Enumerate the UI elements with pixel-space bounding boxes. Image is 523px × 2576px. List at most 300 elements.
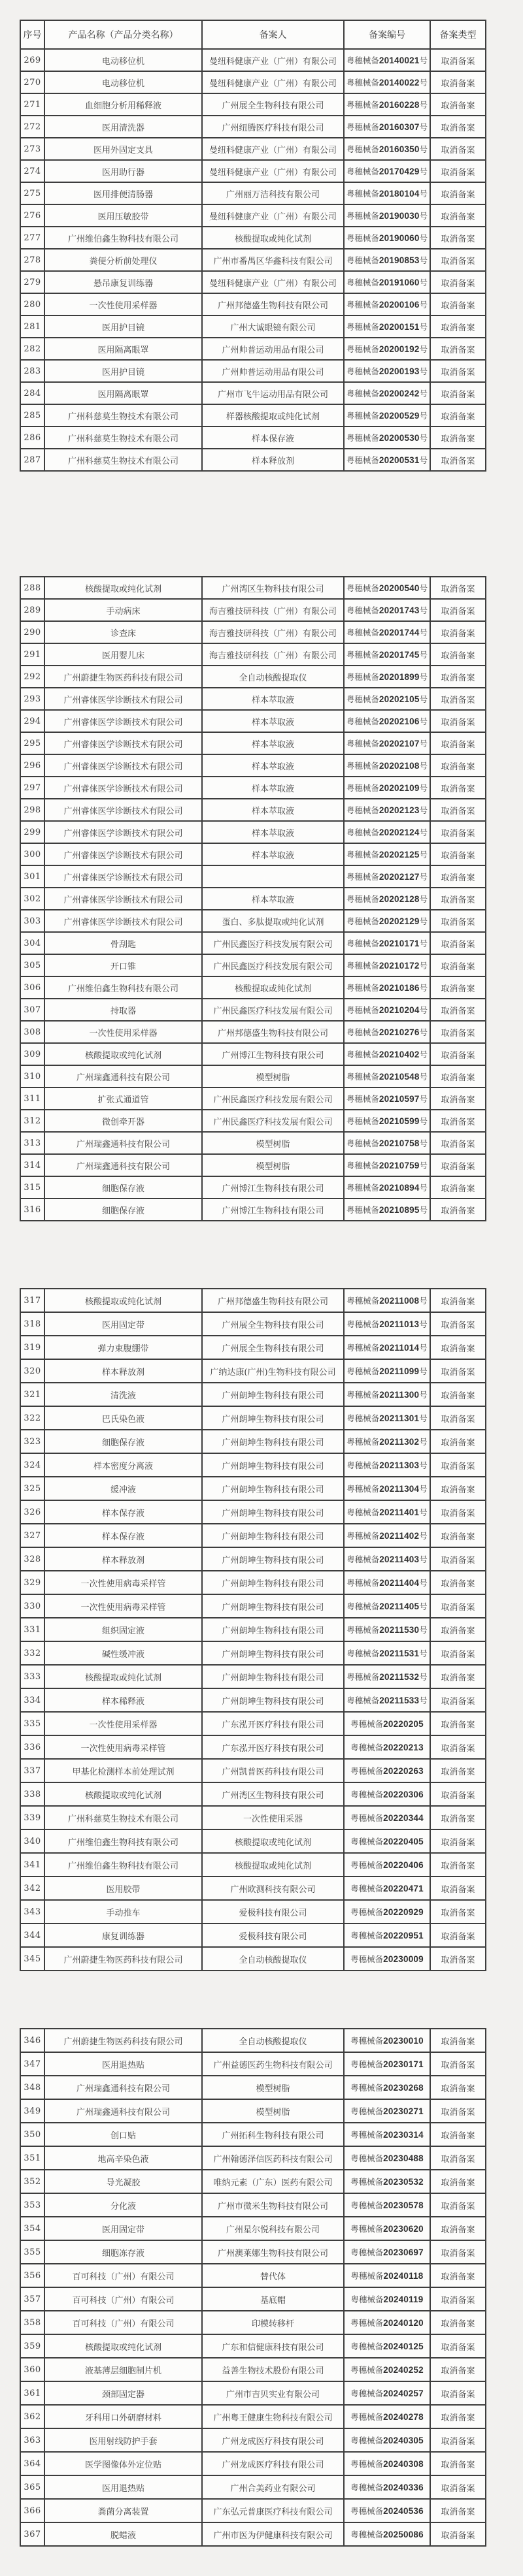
registration-number-prefix: 粤穗械备 bbox=[346, 1437, 380, 1447]
product-name-cell: 广州蔚捷生物医药科技有限公司 bbox=[44, 666, 202, 688]
registrant-cell: 广州湾区生物科技有限公司 bbox=[202, 577, 344, 599]
registrant-cell: 样本萃取液 bbox=[202, 732, 344, 754]
registration-number-cell bbox=[344, 2311, 430, 2334]
registration-type-cell: 取消备案 bbox=[430, 360, 486, 382]
registration-number-digits: 20211401 bbox=[379, 1507, 420, 1517]
registration-type-cell: 取消备案 bbox=[430, 1021, 486, 1043]
registration-number-cell bbox=[344, 315, 430, 338]
registration-type-cell: 取消备案 bbox=[430, 1759, 486, 1782]
registration-number-cell bbox=[344, 2499, 430, 2522]
registration-number-digits: 20230009 bbox=[383, 1954, 424, 1964]
registration-number-cell bbox=[344, 1594, 430, 1618]
registration-number-cell bbox=[344, 710, 430, 732]
registrant-cell: 蛋白、多肽提取或纯化试剂 bbox=[202, 910, 344, 932]
serial-cell: 272 bbox=[20, 116, 44, 138]
registrant-cell: 广纳达康(广州)生物科技有限公司 bbox=[202, 1359, 344, 1383]
registration-number-cell bbox=[344, 404, 430, 427]
registration-type-cell: 取消备案 bbox=[430, 954, 486, 976]
product-name-cell: 碱性缓冲液 bbox=[44, 1641, 202, 1665]
registrant-cell: 广州朗坤生物科技有限公司 bbox=[202, 1665, 344, 1688]
registration-number-suffix: 号 bbox=[419, 1554, 428, 1564]
registration-type-cell: 取消备案 bbox=[430, 1618, 486, 1641]
table-row bbox=[20, 1176, 486, 1199]
product-name-cell: 粪便分析前处理仪 bbox=[44, 249, 202, 271]
registration-number-digits: 20240336 bbox=[383, 2483, 424, 2492]
product-name-cell: 一次性使用病毒采样管 bbox=[44, 1594, 202, 1618]
registration-number-cell bbox=[344, 293, 430, 315]
registration-type-cell: 取消备案 bbox=[430, 1453, 486, 1477]
registration-number-cell bbox=[344, 1665, 430, 1688]
registration-number-prefix: 粤穗械备 bbox=[350, 2224, 384, 2234]
serial-cell: 309 bbox=[20, 1043, 44, 1065]
registration-number-prefix: 粤穗械备 bbox=[346, 1072, 379, 1082]
product-name-cell: 细胞冻存液 bbox=[44, 2240, 202, 2264]
registration-number-cell bbox=[344, 577, 430, 599]
registration-number-cell bbox=[344, 999, 430, 1021]
table-row bbox=[20, 1359, 486, 1383]
product-name-cell: 缓冲液 bbox=[44, 1477, 202, 1500]
registration-number-digits: 20220306 bbox=[383, 1790, 424, 1799]
registration-type-cell: 取消备案 bbox=[430, 1477, 486, 1500]
serial-cell: 349 bbox=[20, 2099, 44, 2123]
table-row bbox=[20, 910, 486, 932]
serial-cell: 296 bbox=[20, 754, 44, 777]
table-row bbox=[20, 821, 486, 843]
registration-number-digits: 20210402 bbox=[379, 1050, 420, 1059]
table-row bbox=[20, 1087, 486, 1110]
registration-number-cell bbox=[344, 865, 430, 888]
registration-type-cell: 取消备案 bbox=[430, 1336, 486, 1359]
registration-number-prefix: 粤穗械备 bbox=[346, 828, 379, 837]
registration-number-suffix: 号 bbox=[419, 278, 428, 287]
registration-number-suffix: 号 bbox=[419, 455, 428, 465]
product-name-cell: 广州睿俫医学诊断技术有限公司 bbox=[44, 799, 202, 821]
registrant-cell: 样本释放剂 bbox=[202, 449, 344, 471]
product-name-cell: 开口锥 bbox=[44, 954, 202, 976]
product-name-cell: 样本保存液 bbox=[44, 1524, 202, 1547]
registration-number-digits: 20202106 bbox=[379, 716, 420, 726]
registration-number-prefix: 粤穗械备 bbox=[346, 255, 379, 265]
product-name-cell: 广州睿俫医学诊断技术有限公司 bbox=[44, 732, 202, 754]
table-row bbox=[20, 271, 486, 293]
serial-cell: 311 bbox=[20, 1087, 44, 1110]
registration-type-cell: 取消备案 bbox=[430, 227, 486, 249]
table-row bbox=[20, 1688, 486, 1712]
registration-number-prefix: 粤穗械备 bbox=[346, 805, 379, 815]
product-name-cell: 广州睿俫医学诊断技术有限公司 bbox=[44, 754, 202, 777]
registration-number-prefix: 粤穗械备 bbox=[350, 2389, 384, 2398]
registration-number-cell bbox=[344, 1289, 430, 1312]
registration-number-cell bbox=[344, 1618, 430, 1641]
registration-number-digits: 20210758 bbox=[379, 1138, 420, 1148]
registration-number-cell bbox=[344, 138, 430, 160]
registrant-cell: 广州纽腾医疗科技有限公司 bbox=[202, 116, 344, 138]
registration-number-prefix: 粤穗械备 bbox=[346, 1602, 380, 1611]
table-row bbox=[20, 888, 486, 910]
registration-number-cell bbox=[344, 427, 430, 449]
serial-cell: 291 bbox=[20, 643, 44, 666]
registration-number-suffix: 号 bbox=[419, 122, 428, 132]
registration-number-cell bbox=[344, 449, 430, 471]
registration-number-prefix: 粤穗械备 bbox=[350, 1954, 384, 1964]
registration-type-cell: 取消备案 bbox=[430, 1383, 486, 1406]
registration-number-prefix: 粤穗械备 bbox=[350, 2106, 384, 2116]
registrant-cell: 唯纳元素（广东）医药有限公司 bbox=[202, 2170, 344, 2193]
registration-number-digits: 20240536 bbox=[383, 2506, 424, 2516]
serial-cell: 366 bbox=[20, 2499, 44, 2522]
registration-number-suffix: 号 bbox=[419, 1578, 428, 1588]
registration-number-prefix: 粤穗械备 bbox=[346, 189, 379, 199]
serial-cell: 360 bbox=[20, 2358, 44, 2381]
registrant-cell: 广州朗坤生物科技有限公司 bbox=[202, 1641, 344, 1665]
registration-number-suffix: 号 bbox=[419, 1602, 428, 1611]
records-table bbox=[20, 1288, 486, 1971]
registration-type-cell: 取消备案 bbox=[430, 2193, 486, 2217]
registration-number-digits: 20230532 bbox=[383, 2177, 424, 2187]
registration-number-cell bbox=[344, 249, 430, 271]
registration-number-suffix: 号 bbox=[419, 1343, 428, 1353]
table-row bbox=[20, 2099, 486, 2123]
registration-number-prefix: 粤穗械备 bbox=[350, 2436, 384, 2445]
registrant-cell: 核酸提取或纯化试剂 bbox=[202, 1853, 344, 1876]
registration-number-suffix: 号 bbox=[419, 389, 428, 398]
registration-number-suffix: 号 bbox=[419, 1531, 428, 1541]
registration-number-digits: 20190030 bbox=[379, 211, 420, 221]
serial-cell: 269 bbox=[20, 49, 44, 71]
registration-number-cell bbox=[344, 2475, 430, 2499]
registration-number-prefix: 粤穗械备 bbox=[346, 783, 379, 793]
product-name-cell: 广州睿俫医学诊断技术有限公司 bbox=[44, 688, 202, 710]
product-name-cell: 广州科慈莫生物技术有限公司 bbox=[44, 449, 202, 471]
table-row bbox=[20, 1110, 486, 1132]
registration-number-digits: 20240257 bbox=[383, 2389, 424, 2398]
registration-number-cell bbox=[344, 49, 430, 71]
registration-number-suffix: 号 bbox=[419, 872, 428, 882]
registration-number-suffix: 号 bbox=[419, 344, 428, 354]
registration-number-prefix: 粤穗械备 bbox=[346, 1625, 380, 1635]
registration-number-prefix: 粤穗械备 bbox=[346, 650, 379, 660]
table-row bbox=[20, 2287, 486, 2311]
registration-number-prefix: 粤穗械备 bbox=[350, 1813, 384, 1823]
registration-type-cell: 取消备案 bbox=[430, 249, 486, 271]
table-row bbox=[20, 2334, 486, 2358]
registration-number-digits: 20240119 bbox=[383, 2294, 424, 2304]
product-name-cell: 清洗液 bbox=[44, 1383, 202, 1406]
table-row bbox=[20, 1641, 486, 1665]
registration-number-prefix: 粤穗械备 bbox=[346, 1027, 379, 1037]
registration-type-cell: 取消备案 bbox=[430, 2475, 486, 2499]
serial-cell: 298 bbox=[20, 799, 44, 821]
registrant-cell: 广州朗坤生物科技有限公司 bbox=[202, 1571, 344, 1594]
registration-number-suffix: 号 bbox=[419, 1672, 428, 1682]
registrant-cell: 广州民鑫医疗科技发展有限公司 bbox=[202, 1087, 344, 1110]
registration-number-digits: 20202108 bbox=[379, 761, 420, 771]
table-row bbox=[20, 2217, 486, 2240]
table-row bbox=[20, 2193, 486, 2217]
registrant-cell: 海吉雅技研科技（广州）有限公司 bbox=[202, 599, 344, 621]
registration-number-cell bbox=[344, 754, 430, 777]
registration-type-cell: 取消备案 bbox=[430, 1547, 486, 1571]
registration-number-digits: 20211099 bbox=[379, 1366, 420, 1376]
registrant-cell: 样本萃取液 bbox=[202, 888, 344, 910]
serial-cell: 328 bbox=[20, 1547, 44, 1571]
registration-number-prefix: 粤穗械备 bbox=[346, 278, 379, 287]
registration-number-prefix: 粤穗械备 bbox=[346, 1578, 380, 1588]
registration-number-cell bbox=[344, 1547, 430, 1571]
registration-number-digits: 20230697 bbox=[383, 2247, 424, 2257]
registration-number-prefix: 粤穗械备 bbox=[346, 389, 379, 398]
product-name-cell: 医用退热贴 bbox=[44, 2475, 202, 2499]
registration-number-digits: 20211302 bbox=[379, 1437, 420, 1447]
registration-type-cell: 取消备案 bbox=[430, 1176, 486, 1199]
table-row bbox=[20, 2264, 486, 2287]
registration-number-digits: 20220213 bbox=[383, 1743, 424, 1752]
table-row bbox=[20, 643, 486, 666]
registration-number-suffix: 号 bbox=[419, 1366, 428, 1376]
registration-number-prefix: 粤穗械备 bbox=[346, 872, 379, 882]
registration-number-cell bbox=[344, 599, 430, 621]
registration-number-prefix: 粤穗械备 bbox=[346, 100, 379, 110]
registration-type-cell: 取消备案 bbox=[430, 1359, 486, 1383]
table-row bbox=[20, 1406, 486, 1430]
registrant-cell: 广州粤王健康生物科技有限公司 bbox=[202, 2405, 344, 2428]
serial-cell: 304 bbox=[20, 932, 44, 954]
registration-number-suffix: 号 bbox=[419, 300, 428, 310]
table-row bbox=[20, 138, 486, 160]
registration-number-cell bbox=[344, 910, 430, 932]
registration-number-cell bbox=[344, 2217, 430, 2240]
registration-number-digits: 20202127 bbox=[379, 872, 420, 882]
registration-number-suffix: 号 bbox=[419, 100, 428, 110]
registrant-cell: 广州龙成医疗科技有限公司 bbox=[202, 2452, 344, 2475]
registration-number-digits: 20240118 bbox=[383, 2271, 424, 2281]
serial-cell: 356 bbox=[20, 2264, 44, 2287]
serial-cell: 300 bbox=[20, 843, 44, 865]
table-row bbox=[20, 865, 486, 888]
product-name-cell: 巴氏染色液 bbox=[44, 1406, 202, 1430]
registration-number-cell bbox=[344, 1900, 430, 1924]
product-name-cell: 手动病床 bbox=[44, 599, 202, 621]
registrant-cell: 样本萃取液 bbox=[202, 754, 344, 777]
registrant-cell: 广州朗坤生物科技有限公司 bbox=[202, 1594, 344, 1618]
registration-number-suffix: 号 bbox=[419, 433, 428, 443]
serial-cell: 305 bbox=[20, 954, 44, 976]
registration-number-prefix: 粤穗械备 bbox=[346, 916, 379, 926]
registration-number-cell bbox=[344, 227, 430, 249]
product-name-cell: 百可科技（广州）有限公司 bbox=[44, 2264, 202, 2287]
registration-number-cell bbox=[344, 2052, 430, 2076]
registration-number-digits: 20220344 bbox=[383, 1813, 424, 1823]
registration-number-prefix: 粤穗械备 bbox=[346, 983, 379, 993]
registration-number-cell bbox=[344, 1154, 430, 1176]
registration-number-prefix: 粤穗械备 bbox=[346, 1554, 380, 1564]
registrant-cell: 印模转移杆 bbox=[202, 2311, 344, 2334]
table-row bbox=[20, 1876, 486, 1900]
product-name-cell: 广州瑞鑫通科技有限公司 bbox=[44, 2076, 202, 2099]
table-row bbox=[20, 2358, 486, 2381]
registration-number-cell bbox=[344, 2358, 430, 2381]
table-row bbox=[20, 1336, 486, 1359]
records-table bbox=[20, 576, 486, 1221]
registration-number-digits: 20211530 bbox=[379, 1625, 420, 1635]
registrant-cell: 样本萃取液 bbox=[202, 843, 344, 865]
registration-number-cell bbox=[344, 1430, 430, 1453]
serial-cell: 297 bbox=[20, 777, 44, 799]
serial-cell: 294 bbox=[20, 710, 44, 732]
product-name-cell: 广州睿俫医学诊断技术有限公司 bbox=[44, 888, 202, 910]
product-name-cell: 样本密度分离液 bbox=[44, 1453, 202, 1477]
registration-type-cell: 取消备案 bbox=[430, 666, 486, 688]
product-name-cell: 广州瑞鑫通科技有限公司 bbox=[44, 2099, 202, 2123]
product-name-cell: 电动移位机 bbox=[44, 49, 202, 71]
registration-number-digits: 20220263 bbox=[383, 1766, 424, 1776]
registration-number-cell bbox=[344, 1087, 430, 1110]
serial-cell: 330 bbox=[20, 1594, 44, 1618]
table-row bbox=[20, 293, 486, 315]
registration-number-digits: 20201745 bbox=[379, 650, 420, 660]
column-header-2: 备案人 bbox=[202, 20, 344, 49]
registration-number-prefix: 粤穗械备 bbox=[346, 144, 379, 154]
registration-number-digits: 20211532 bbox=[379, 1672, 420, 1682]
serial-cell: 279 bbox=[20, 271, 44, 293]
registration-number-digits: 20211300 bbox=[379, 1390, 420, 1400]
registrant-cell: 广州拓科生物科技有限公司 bbox=[202, 2123, 344, 2146]
registration-number-digits: 20211531 bbox=[379, 1649, 420, 1658]
registration-number-cell bbox=[344, 1383, 430, 1406]
registration-number-prefix: 粤穗械备 bbox=[350, 2083, 384, 2093]
column-header-4: 备案类型 bbox=[430, 20, 486, 49]
registration-number-cell bbox=[344, 2452, 430, 2475]
product-name-cell: 核酸提取或纯化试剂 bbox=[44, 1043, 202, 1065]
serial-cell: 343 bbox=[20, 1900, 44, 1924]
serial-cell: 336 bbox=[20, 1735, 44, 1759]
registration-type-cell: 取消备案 bbox=[430, 910, 486, 932]
registration-number-cell bbox=[344, 1924, 430, 1947]
registrant-cell: 广州邦德盛生物科技有限公司 bbox=[202, 1289, 344, 1312]
registration-type-cell: 取消备案 bbox=[430, 2240, 486, 2264]
product-name-cell: 地高辛染色液 bbox=[44, 2146, 202, 2170]
serial-cell: 342 bbox=[20, 1876, 44, 1900]
registration-number-suffix: 号 bbox=[419, 783, 428, 793]
registration-number-suffix: 号 bbox=[419, 694, 428, 704]
registration-number-cell bbox=[344, 643, 430, 666]
registration-number-prefix: 粤穗械备 bbox=[346, 894, 379, 904]
registrant-cell: 广州合美药业有限公司 bbox=[202, 2475, 344, 2499]
table-row bbox=[20, 160, 486, 182]
registration-number-digits: 20220471 bbox=[383, 1884, 424, 1893]
serial-cell: 302 bbox=[20, 888, 44, 910]
registration-number-digits: 20210759 bbox=[379, 1161, 420, 1170]
serial-cell: 362 bbox=[20, 2405, 44, 2428]
registration-number-prefix: 粤穗械备 bbox=[346, 961, 379, 971]
registrant-cell: 爱极科技有限公司 bbox=[202, 1900, 344, 1924]
table-row bbox=[20, 1665, 486, 1688]
registration-number-prefix: 粤穗械备 bbox=[350, 2153, 384, 2163]
registration-number-prefix: 粤穗械备 bbox=[350, 1907, 384, 1917]
registration-number-cell bbox=[344, 1806, 430, 1829]
registration-type-cell: 取消备案 bbox=[430, 1312, 486, 1336]
registration-number-prefix: 粤穗械备 bbox=[346, 433, 379, 443]
registrant-cell: 样本萃取液 bbox=[202, 821, 344, 843]
registration-type-cell: 取消备案 bbox=[430, 1430, 486, 1453]
registration-number-prefix: 粤穗械备 bbox=[346, 167, 379, 176]
registration-number-cell bbox=[344, 1876, 430, 1900]
registration-type-cell: 取消备案 bbox=[430, 643, 486, 666]
registration-number-digits: 20170429 bbox=[379, 167, 420, 176]
registration-number-digits: 20211301 bbox=[379, 1413, 420, 1423]
registration-number-prefix: 粤穗械备 bbox=[346, 1319, 380, 1329]
registrant-cell: 广州翰德泽信医药科技有限公司 bbox=[202, 2146, 344, 2170]
table-row bbox=[20, 1900, 486, 1924]
table-row bbox=[20, 2405, 486, 2428]
registration-number-cell bbox=[344, 2264, 430, 2287]
registration-number-digits: 20210171 bbox=[379, 939, 420, 948]
registration-type-cell: 取消备案 bbox=[430, 2076, 486, 2099]
registration-number-digits: 20240278 bbox=[383, 2412, 424, 2422]
serial-cell: 341 bbox=[20, 1853, 44, 1876]
registration-type-cell: 取消备案 bbox=[430, 1900, 486, 1924]
records-table-block-1 bbox=[20, 20, 485, 472]
registration-number-digits: 20160307 bbox=[379, 122, 420, 132]
registrant-cell: 广州朗坤生物科技有限公司 bbox=[202, 1500, 344, 1524]
product-name-cell: 广州睿俫医学诊断技术有限公司 bbox=[44, 865, 202, 888]
product-name-cell: 颈部固定器 bbox=[44, 2381, 202, 2405]
registrant-cell: 广州民鑫医疗科技发展有限公司 bbox=[202, 932, 344, 954]
registrant-cell: 曼纽科健康产业（广州）有限公司 bbox=[202, 138, 344, 160]
product-name-cell: 医用护目镜 bbox=[44, 315, 202, 338]
product-name-cell: 组织固定液 bbox=[44, 1618, 202, 1641]
registration-number-cell bbox=[344, 1829, 430, 1853]
serial-cell: 288 bbox=[20, 577, 44, 599]
registration-number-prefix: 粤穗械备 bbox=[346, 78, 379, 88]
serial-cell: 289 bbox=[20, 599, 44, 621]
registration-type-cell: 取消备案 bbox=[430, 1641, 486, 1665]
product-name-cell: 医用压敏胶带 bbox=[44, 204, 202, 227]
registration-number-suffix: 号 bbox=[419, 1296, 428, 1306]
serial-cell: 321 bbox=[20, 1383, 44, 1406]
registration-type-cell: 取消备案 bbox=[430, 1154, 486, 1176]
registration-number-cell bbox=[344, 666, 430, 688]
serial-cell: 337 bbox=[20, 1759, 44, 1782]
serial-cell: 277 bbox=[20, 227, 44, 249]
registration-number-prefix: 粤穗械备 bbox=[346, 1460, 380, 1470]
registration-type-cell: 取消备案 bbox=[430, 182, 486, 204]
product-name-cell: 牙科用口外研磨材料 bbox=[44, 2405, 202, 2428]
registration-number-prefix: 粤穗械备 bbox=[350, 2365, 384, 2375]
serial-cell: 323 bbox=[20, 1430, 44, 1453]
product-name-cell: 医用退热贴 bbox=[44, 2052, 202, 2076]
registration-number-suffix: 号 bbox=[419, 1649, 428, 1658]
table-row bbox=[20, 843, 486, 865]
registration-number-prefix: 粤穗械备 bbox=[350, 2459, 384, 2469]
table-row bbox=[20, 227, 486, 249]
registration-type-cell: 取消备案 bbox=[430, 1289, 486, 1312]
registration-number-prefix: 粤穗械备 bbox=[346, 1296, 380, 1306]
registration-number-prefix: 粤穗械备 bbox=[350, 1719, 384, 1729]
registration-number-digits: 20240120 bbox=[383, 2318, 424, 2328]
registration-number-digits: 20240305 bbox=[383, 2436, 424, 2445]
product-name-cell: 广州瑞鑫通科技有限公司 bbox=[44, 1065, 202, 1087]
registration-number-digits: 20230010 bbox=[383, 2036, 424, 2046]
registrant-cell: 益善生物技术股份有限公司 bbox=[202, 2358, 344, 2381]
registration-number-cell bbox=[344, 932, 430, 954]
table-row bbox=[20, 1289, 486, 1312]
registration-number-cell bbox=[344, 1712, 430, 1735]
registrant-cell: 基底帽 bbox=[202, 2287, 344, 2311]
registration-number-suffix: 号 bbox=[419, 939, 428, 948]
product-name-cell: 医用排便清肠器 bbox=[44, 182, 202, 204]
registration-number-cell bbox=[344, 1853, 430, 1876]
